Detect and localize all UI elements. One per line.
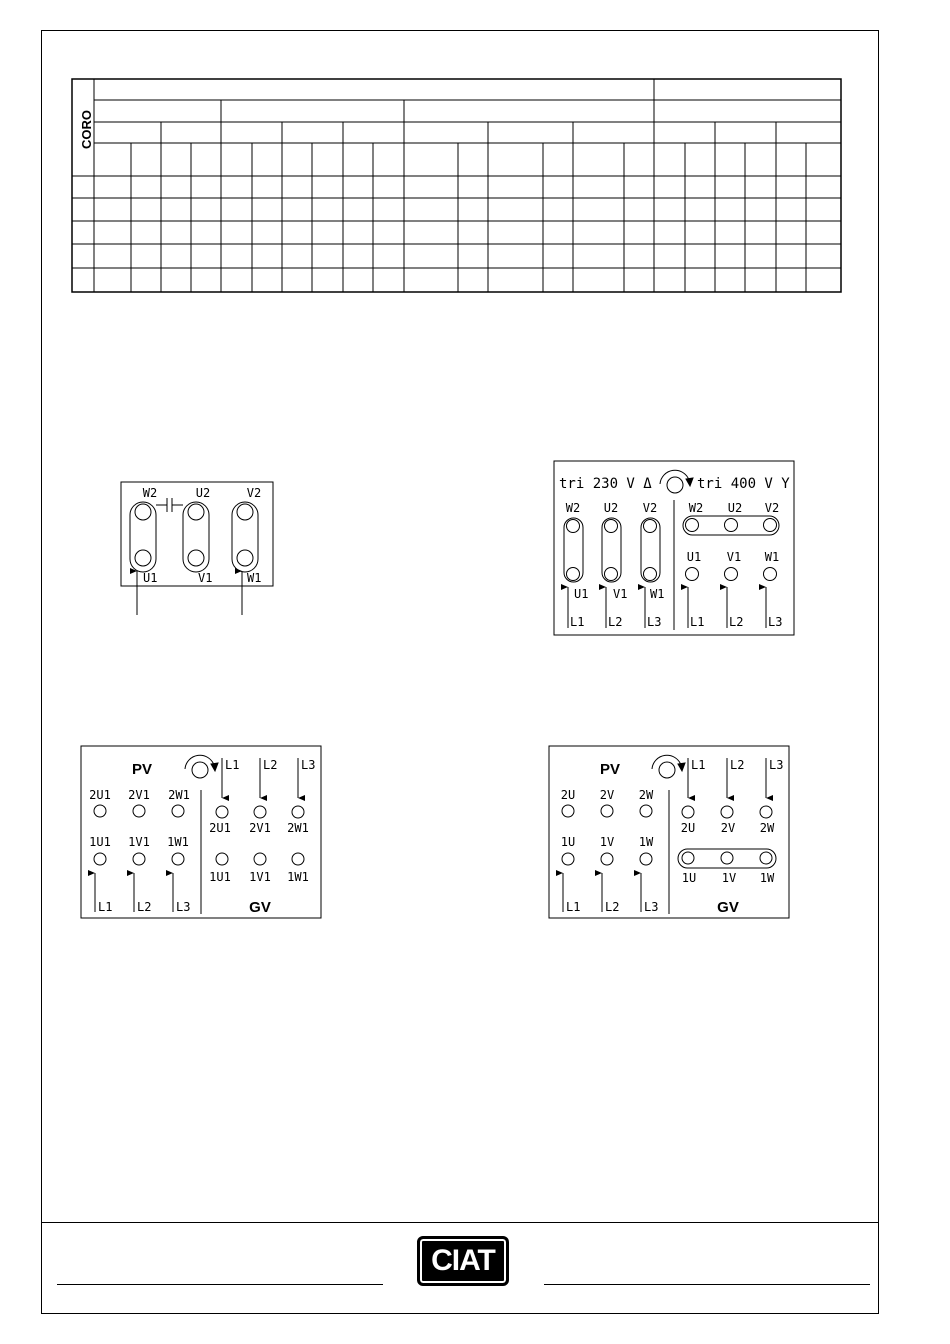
ts1-rb-0: 1U1 [209, 870, 231, 884]
ts2-lt-1: 2V [599, 788, 615, 802]
tp-star-l3: L3 [768, 615, 783, 629]
ts1-gv-label: GV [249, 899, 271, 916]
tp-delta-w1: W1 [650, 587, 665, 601]
tp-delta-l3: L3 [647, 615, 662, 629]
ts1-l3-top: L3 [301, 758, 316, 772]
tp-star-w1: W1 [764, 550, 780, 564]
tp-delta-w2: W2 [565, 501, 581, 515]
ts2-rb-0: 1U [681, 871, 697, 885]
sp-label-v2: V2 [246, 486, 262, 500]
ts2-lb-2: 1W [638, 835, 654, 849]
footer-divider [41, 1222, 879, 1223]
tp-delta-u1: U1 [574, 587, 589, 601]
ts2-l3-top: L3 [769, 758, 784, 772]
ts1-l2-bottom: L2 [137, 900, 152, 914]
footer-line-right [544, 1284, 870, 1285]
data-table [72, 79, 841, 292]
tp-star-v1: V1 [726, 550, 742, 564]
tp-star-u2: U2 [727, 501, 743, 515]
sp-label-u1: U1 [143, 571, 158, 585]
ts1-l1-top: L1 [225, 758, 240, 772]
tp-header-star: tri 400 V Y [697, 476, 790, 492]
sp-label-u2: U2 [195, 486, 211, 500]
ts2-rt-0: 2U [680, 821, 696, 835]
ts1-lt-0: 2U1 [89, 788, 111, 802]
sp-label-w2: W2 [142, 486, 158, 500]
ts1-lb-0: 1U1 [89, 835, 111, 849]
ts2-lt-0: 2U [560, 788, 576, 802]
ts1-rb-1: 1V1 [249, 870, 271, 884]
two-speed-dahlander-terminal-board [549, 746, 789, 918]
ts1-lb-2: 1W1 [167, 835, 189, 849]
ts1-l3-bottom: L3 [176, 900, 191, 914]
ciat-logo-text: CIAT [431, 1244, 495, 1277]
ts1-lt-2: 2W1 [168, 788, 190, 802]
sp-label-v1: V1 [198, 571, 213, 585]
ts2-lb-0: 1U [560, 835, 576, 849]
ts2-lb-1: 1V [599, 835, 615, 849]
tp-delta-u2: U2 [603, 501, 619, 515]
ts1-l2-top: L2 [263, 758, 278, 772]
ts2-rt-1: 2V [720, 821, 736, 835]
ts2-l3-bottom: L3 [644, 900, 659, 914]
ts2-gv-label: GV [717, 899, 739, 916]
tp-star-u1: U1 [686, 550, 702, 564]
tp-star-v2: V2 [764, 501, 780, 515]
tp-star-l2: L2 [729, 615, 744, 629]
tp-star-w2: W2 [688, 501, 704, 515]
tp-header-delta: tri 230 V Δ [559, 476, 652, 492]
ts1-rb-2: 1W1 [287, 870, 309, 884]
ciat-logo [417, 1236, 509, 1286]
ts1-lt-1: 2V1 [128, 788, 150, 802]
table-coro-label: CORO [79, 110, 94, 149]
ts1-lb-1: 1V1 [128, 835, 150, 849]
ts2-l1-top: L1 [691, 758, 706, 772]
two-speed-separate-terminal-board [81, 746, 321, 918]
tp-delta-v2: V2 [642, 501, 658, 515]
ts2-l2-top: L2 [730, 758, 745, 772]
ts1-pv-label: PV [131, 761, 153, 778]
ts2-lt-2: 2W [638, 788, 654, 802]
ts1-rt-0: 2U1 [209, 821, 231, 835]
tp-delta-v1: V1 [613, 587, 628, 601]
ts1-rt-1: 2V1 [249, 821, 271, 835]
ts2-rb-2: 1W [759, 871, 775, 885]
tp-star-l1: L1 [690, 615, 705, 629]
footer-line-left [57, 1284, 383, 1285]
ts2-rb-1: 1V [721, 871, 737, 885]
ts1-rt-2: 2W1 [287, 821, 309, 835]
tp-delta-l1: L1 [570, 615, 585, 629]
tp-delta-l2: L2 [608, 615, 623, 629]
ts2-rt-2: 2W [759, 821, 775, 835]
sp-label-w1: W1 [247, 571, 262, 585]
ts2-l2-bottom: L2 [605, 900, 620, 914]
ts2-pv-label: PV [599, 761, 621, 778]
single-phase-terminal-board [121, 482, 273, 615]
ts2-l1-bottom: L1 [566, 900, 581, 914]
ts1-l1-bottom: L1 [98, 900, 113, 914]
